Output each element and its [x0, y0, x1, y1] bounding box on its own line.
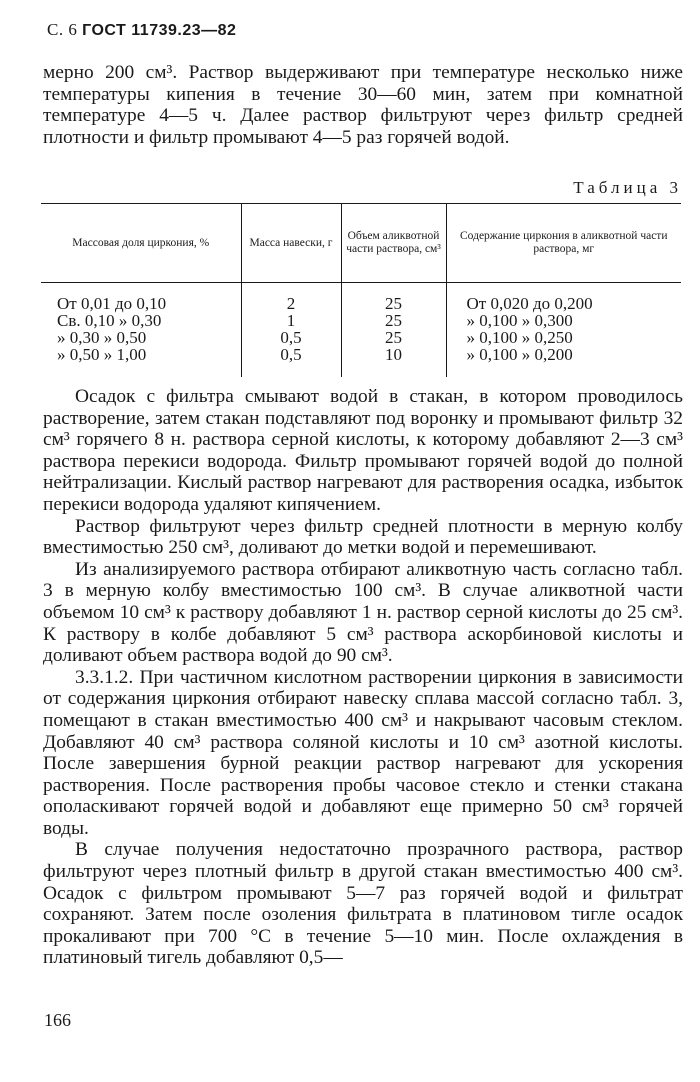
paragraph: Раствор фильтруют через фильтр средней плотности в мерную колбу вместимостью 250 см³, доливают до метки водой и перемешивают. — [43, 515, 683, 559]
table-cell: 0,5 — [241, 329, 341, 346]
paragraph: В случае получения недостаточно прозрачного раствора, раствор фильтруют через плотный фильтр в другой стакан вместимостью 400 см³. Осадок с фильтром промывают 5—7 раз горячей водой и фильтрат сохраняют. Затем после озоления фильтрата в платиновом тигле осадок прокаливают при 700 °С в течение 5—10 мин. После охлаждения в платиновый тигель добавляют 0,5— — [43, 839, 683, 969]
table-cell: 10 — [341, 346, 446, 377]
table-cell: 2 — [241, 283, 341, 313]
standard-number: ГОСТ 11739.23—82 — [82, 22, 237, 39]
table-header-cell: Содержание циркония в аликвотной части раствора, мг — [446, 204, 681, 283]
table-cell: » 0,50 » 1,00 — [57, 345, 147, 364]
table-header-cell: Массовая доля циркония, % — [41, 204, 241, 283]
table-cell: 1 — [241, 312, 341, 329]
table-cell: От 0,020 до 0,200 — [446, 283, 681, 313]
table-row — [41, 329, 681, 346]
table-cell: 25 — [341, 283, 446, 313]
table-cell: От 0,01 до 0,10 — [57, 294, 167, 313]
page-label: С. 6 — [47, 20, 78, 39]
page-number: 166 — [44, 1010, 71, 1030]
table-cell: Св. 0,10 » 0,30 — [57, 311, 162, 330]
table-row — [41, 312, 681, 329]
paragraph: Осадок с фильтра смывают водой в стакан, в котором проводилось растворение, затем стакан подставляют под воронку и промывают фильтр 32 см³ горячего 8 н. раствора серной кислоты, к которому добавляют 2—3 см³ раствора перекиси водорода. Фильтр промывают горячей водой до полной нейтрализации. Кислый раствор нагревают для растворения осадка, избыток перекиси водорода удаляют кипячением. — [43, 386, 683, 515]
data-table — [41, 203, 681, 377]
table-header-cell: Масса навески, г — [241, 204, 341, 283]
table-row — [41, 283, 681, 313]
table-cell: 25 — [341, 312, 446, 329]
table-cell: » 0,100 » 0,200 — [446, 346, 681, 377]
text-block-top — [43, 62, 683, 148]
table-cell: 25 — [341, 329, 446, 346]
table-header-cell: Объем аликвотной части раствора, см³ — [341, 204, 446, 283]
paragraph: мерно 200 см³. Раствор выдерживают при температуре несколько ниже температуры кипения в течение 30—60 мин, затем при комнатной температуре 4—5 ч. Далее раствор фильтруют через фильтр средней плотности и фильтр промывают 4—5 раз горячей водой. — [43, 62, 683, 148]
paragraph: 3.3.1.2. При частичном кислотном растворении циркония в зависимости от содержания циркония отбирают навеску сплава массой согласно табл. 3, помещают в стакан вместимостью 400 см³ и накрывают часовым стеклом. Добавляют 40 см³ раствора соляной кислоты и 10 см³ азотной кислоты. После завершения бурной реакции раствор нагревают для ускорения растворения. После растворения пробы часовое стекло и стенки стакана ополаскивают горячей водой и добавляют еще примерно 50 см³ горячей воды. — [43, 666, 683, 839]
table-cell: 0,5 — [241, 346, 341, 377]
table-cell: » 0,100 » 0,300 — [446, 312, 681, 329]
table-cell: » 0,30 » 0,50 — [57, 328, 147, 347]
paragraph: Из анализируемого раствора отбирают аликвотную часть согласно табл. 3 в мерную колбу вместимостью 100 см³. В случае аликвотной части объемом 10 см³ к раствору добавляют 1 н. раствор серной кислоты до 25 см³. К раствору в колбе добавляют 5 см³ раствора аскорбиновой кислоты и доливают объем раствора водой до 90 см³. — [43, 558, 683, 667]
table-row — [41, 346, 681, 377]
table-caption: Таблица 3 — [573, 178, 682, 197]
running-head — [47, 20, 236, 40]
text-block-bottom — [43, 386, 683, 969]
table-header-row — [41, 204, 681, 283]
table-cell: » 0,100 » 0,250 — [446, 329, 681, 346]
